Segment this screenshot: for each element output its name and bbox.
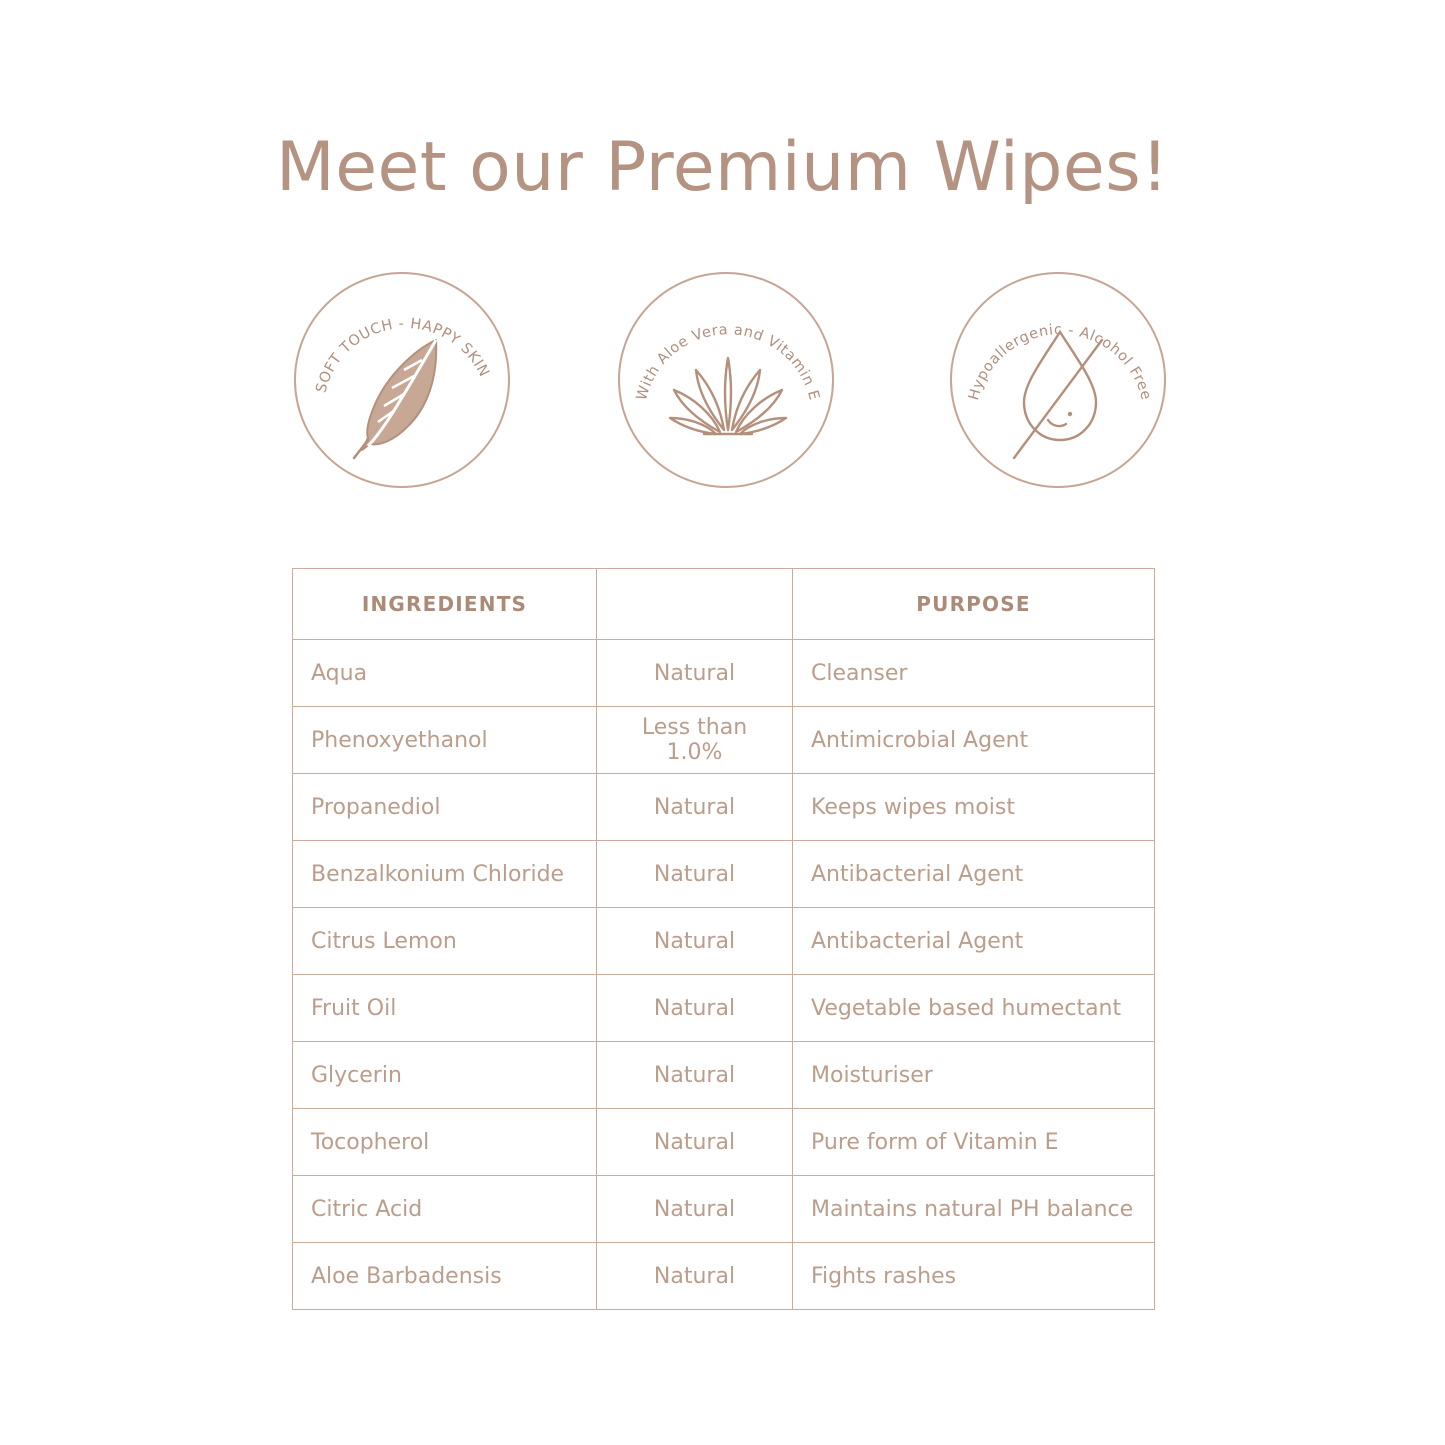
cell-purpose: Pure form of Vitamin E: [793, 1109, 1155, 1176]
cell-type: Natural: [597, 1109, 793, 1176]
cell-ingredient: Propanediol: [293, 774, 597, 841]
cell-ingredient: Fruit Oil: [293, 975, 597, 1042]
cell-ingredient: Citric Acid: [293, 1176, 597, 1243]
table-header-row: [293, 569, 1155, 640]
cell-ingredient: Benzalkonium Chloride: [293, 841, 597, 908]
aloe-plant-icon: [670, 358, 786, 434]
table-row: [293, 841, 1155, 908]
badge-soft-touch-ring-text: SOFT TOUCH - HAPPY SKIN: [313, 316, 492, 395]
cell-purpose: Moisturiser: [793, 1042, 1155, 1109]
cell-type: Natural: [597, 1176, 793, 1243]
ingredients-table: [292, 568, 1155, 1310]
table-row: [293, 774, 1155, 841]
table-row: [293, 908, 1155, 975]
cell-type: Natural: [597, 975, 793, 1042]
cell-ingredient: Aloe Barbadensis: [293, 1243, 597, 1310]
table-row: [293, 1042, 1155, 1109]
cell-purpose: Antibacterial Agent: [793, 841, 1155, 908]
cell-type: Natural: [597, 1042, 793, 1109]
badge-hypoallergenic-ring-text: Hypoallergenic - Alcohol Free: [966, 322, 1154, 403]
cell-ingredient: Glycerin: [293, 1042, 597, 1109]
cell-type: Natural: [597, 908, 793, 975]
cell-purpose: Antimicrobial Agent: [793, 707, 1155, 774]
no-alcohol-droplet-icon: [1014, 332, 1102, 458]
column-header-ingredients: INGREDIENTS: [293, 569, 597, 640]
badge-aloe-ring-text: With Aloe Vera and Vitamin E: [633, 322, 822, 403]
column-header-purpose: PURPOSE: [793, 569, 1155, 640]
cell-type: Natural: [597, 640, 793, 707]
table-row: [293, 1109, 1155, 1176]
ingredients-table-wrapper: [292, 568, 1154, 1310]
table-row: [293, 975, 1155, 1042]
cell-purpose: Antibacterial Agent: [793, 908, 1155, 975]
cell-type: Natural: [597, 841, 793, 908]
cell-purpose: Cleanser: [793, 640, 1155, 707]
badge-hypoallergenic: [950, 272, 1166, 488]
badge-row: [270, 272, 1180, 492]
cell-purpose: Keeps wipes moist: [793, 774, 1155, 841]
badge-soft-touch: [294, 272, 510, 488]
table-row: [293, 1176, 1155, 1243]
table-row: [293, 707, 1155, 774]
cell-purpose: Fights rashes: [793, 1243, 1155, 1310]
cell-ingredient: Aqua: [293, 640, 597, 707]
feather-icon: [354, 340, 436, 458]
badge-aloe-vitamin-e: [618, 272, 834, 488]
table-row: [293, 640, 1155, 707]
cell-type: Less than 1.0%: [597, 707, 793, 774]
cell-ingredient: Citrus Lemon: [293, 908, 597, 975]
cell-purpose: Maintains natural PH balance: [793, 1176, 1155, 1243]
cell-type: Natural: [597, 1243, 793, 1310]
cell-purpose: Vegetable based humectant: [793, 975, 1155, 1042]
column-header-blank: [597, 569, 793, 640]
cell-ingredient: Tocopherol: [293, 1109, 597, 1176]
cell-type: Natural: [597, 774, 793, 841]
page-title: Meet our Premium Wipes!: [276, 128, 1169, 207]
cell-ingredient: Phenoxyethanol: [293, 707, 597, 774]
table-row: [293, 1243, 1155, 1310]
